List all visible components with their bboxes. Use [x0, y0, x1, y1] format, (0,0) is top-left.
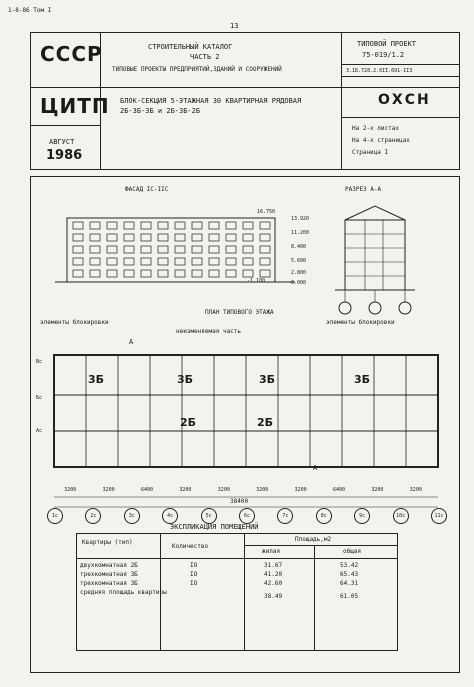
room-label: 3Б [259, 373, 276, 386]
facade-window [260, 270, 270, 277]
room-label: 3Б [88, 373, 105, 386]
cell-total: 53.42 [340, 562, 359, 569]
facade-window [107, 270, 117, 277]
facade-window [175, 222, 185, 229]
project-label: ТИПОВОЙ ПРОЕКТ [357, 40, 417, 48]
living-header: жилая [262, 548, 281, 555]
sheets-count: На 2-х листах [352, 125, 399, 132]
facade-window [192, 234, 202, 241]
dimension-label: 3200 [256, 487, 269, 493]
facade-window [107, 258, 117, 265]
section-mark: А [313, 464, 318, 472]
axis-marker: 1c [47, 508, 63, 524]
facade-title: ФАСАД IC-IIC [125, 186, 169, 193]
section-title: РАЗРЕЗ А-А [345, 186, 382, 193]
plan-title: ПЛАН ТИПОВОГО ЭТАЖА [205, 309, 274, 316]
facade-window [260, 234, 270, 241]
facade-window [90, 234, 100, 241]
facade-window [243, 246, 253, 253]
facade-window [175, 270, 185, 277]
year: 1986 [46, 148, 83, 163]
facade-window [73, 222, 83, 229]
axes-row [51, 508, 444, 524]
cell-total: 65.43 [340, 571, 359, 578]
facade-window [124, 270, 134, 277]
dimension-label: 3200 [64, 487, 77, 493]
page-label: Страница I [352, 149, 389, 156]
facade-window [158, 270, 168, 277]
facade-window [209, 246, 219, 253]
blocking-right: элементы блокировки [326, 319, 395, 326]
cell-living: 31.67 [264, 562, 283, 569]
facade-window [209, 270, 219, 277]
facade-window [226, 234, 236, 241]
facade-window [209, 234, 219, 241]
blocking-left: элементы блокировки [40, 319, 109, 326]
room-label: 2Б [180, 416, 197, 429]
total-header: общая [343, 548, 362, 555]
facade-window [226, 258, 236, 265]
facade-window [226, 222, 236, 229]
dimension-label: 3200 [179, 487, 192, 493]
project-code: 3.1Б.728.2.0II.691-II3 [346, 68, 413, 74]
overall-dimension: 38400 [230, 498, 249, 505]
axis-left: Ас [36, 428, 43, 434]
table-row [78, 589, 398, 609]
elevation-mark: 8.400 [291, 244, 307, 250]
axis-marker: 8c [316, 508, 332, 524]
catalog-subtitle: ТИПОВЫЕ ПРОЕКТЫ ПРЕДПРИЯТИЙ,ЗДАНИЙ И СООРУЖЕНИЙ [112, 66, 282, 73]
facade-window [260, 222, 270, 229]
facade-window [124, 246, 134, 253]
cell-type: трехкомнатная 3Б [80, 580, 138, 587]
facade-window [107, 246, 117, 253]
cell-total: 61.05 [340, 593, 359, 600]
facade-window [124, 258, 134, 265]
axis-marker: 3c [124, 508, 140, 524]
facade-window [124, 222, 134, 229]
cell-total: 64.31 [340, 580, 359, 587]
catalog-part: ЧАСТЬ 2 [190, 53, 220, 61]
facade-window [141, 270, 151, 277]
facade-window [260, 258, 270, 265]
facade-window [158, 234, 168, 241]
facade-window [226, 270, 236, 277]
axis-marker: 6c [239, 508, 255, 524]
facade-window [124, 234, 134, 241]
dimension-label: 3200 [294, 487, 307, 493]
axis-marker: 7c [277, 508, 293, 524]
elevation-top: 16.750 [257, 209, 276, 215]
axis-marker: 4c [162, 508, 178, 524]
facade-window [243, 234, 253, 241]
room-label: 3Б [177, 373, 194, 386]
facade-window [141, 222, 151, 229]
elevation-mark: 11.200 [291, 230, 310, 236]
cell-type: средняя площадь квартиры [80, 589, 167, 596]
cell-living: 42.60 [264, 580, 283, 587]
facade-window [141, 246, 151, 253]
facade-window [192, 258, 202, 265]
facade-window [260, 246, 270, 253]
cell-type: двухкомнатная 2Б [80, 562, 138, 569]
project-description: БЛОК-СЕКЦИЯ 5-ЭТАЖНАЯ 30 КВАРТИРНАЯ РЯДОВАЯ 2Б-3Б-3Б и 2Б-3Б-2Б [120, 97, 302, 115]
facade-window [90, 246, 100, 253]
elevation-mark: 0.000 [291, 280, 307, 286]
cell-living: 38.49 [264, 593, 283, 600]
col-type-header: Квартиры (тип) [82, 539, 133, 546]
axis-marker: 2c [85, 508, 101, 524]
facade-window [175, 258, 185, 265]
axis-marker: 10c [393, 508, 409, 524]
facade-window [90, 270, 100, 277]
axis-marker: 9c [354, 508, 370, 524]
elevation-mark: 13.920 [291, 216, 310, 222]
facade-window [192, 222, 202, 229]
org-citp: ЦИТП [40, 94, 110, 118]
cell-type: трехкомнатная 3Б [80, 571, 138, 578]
axis-marker: 11c [431, 508, 447, 524]
page-number: 13 [230, 22, 239, 30]
month: АВГУСТ [49, 138, 75, 146]
room-label: 2Б [257, 416, 274, 429]
explication-title: ЭКСПЛИКАЦИЯ ПОМЕЩЕНИЙ [170, 523, 259, 531]
cell-count: IO [190, 580, 198, 587]
facade-window [192, 246, 202, 253]
project-number: 75-019/1.2 [362, 51, 405, 59]
facade-window [90, 258, 100, 265]
section-mark: А [129, 338, 134, 346]
cell-count: IO [190, 571, 198, 578]
facade-window [192, 270, 202, 277]
facade-window [107, 222, 117, 229]
cell-count: IO [190, 562, 198, 569]
axis-left: Вс [36, 359, 43, 365]
axis-left: Бс [36, 395, 43, 401]
facade-window [243, 270, 253, 277]
facade-window [90, 222, 100, 229]
facade-window [73, 234, 83, 241]
col-count-header: Количество [172, 543, 209, 550]
pages-count: На 4-х страницах [352, 137, 410, 144]
facade-window [141, 258, 151, 265]
facade-window [243, 258, 253, 265]
fixed-part-label: неизменяемая часть [176, 328, 242, 335]
dimension-label: 6400 [333, 487, 346, 493]
dimension-label: 3200 [217, 487, 230, 493]
facade-window [209, 258, 219, 265]
axis-marker: 5c [201, 508, 217, 524]
facade-drawing [55, 210, 315, 290]
facade-window [158, 258, 168, 265]
series-label: 1-8-86 Том I [8, 7, 52, 14]
catalog-title: СТРОИТЕЛЬНЫЙ КАТАЛОГ [148, 43, 233, 51]
facade-window [226, 246, 236, 253]
elevation-mark: 2.800 [291, 270, 307, 276]
facade-window [141, 234, 151, 241]
room-label: 3Б [354, 373, 371, 386]
org-sssr: СССР [40, 42, 103, 66]
facade-window [209, 222, 219, 229]
dimension-row [54, 487, 438, 497]
elevation-mark: 5.600 [291, 258, 307, 264]
facade-window [158, 246, 168, 253]
facade-window [158, 222, 168, 229]
cell-living: 41.20 [264, 571, 283, 578]
dimension-label: 3200 [371, 487, 384, 493]
dimension-label: 3200 [409, 487, 422, 493]
doc-type: ОХСН [378, 92, 431, 108]
facade-window [175, 234, 185, 241]
facade-window [73, 246, 83, 253]
facade-window [73, 270, 83, 277]
facade-window [107, 234, 117, 241]
elevation-bottom: -1.100 [247, 278, 266, 284]
area-header: Площадь,м2 [295, 536, 332, 543]
facade-window [175, 246, 185, 253]
facade-window [73, 258, 83, 265]
elevation-marks [247, 209, 315, 288]
dimension-label: 3200 [102, 487, 115, 493]
dimension-label: 6400 [141, 487, 154, 493]
facade-window [243, 222, 253, 229]
section-drawing [325, 200, 435, 320]
